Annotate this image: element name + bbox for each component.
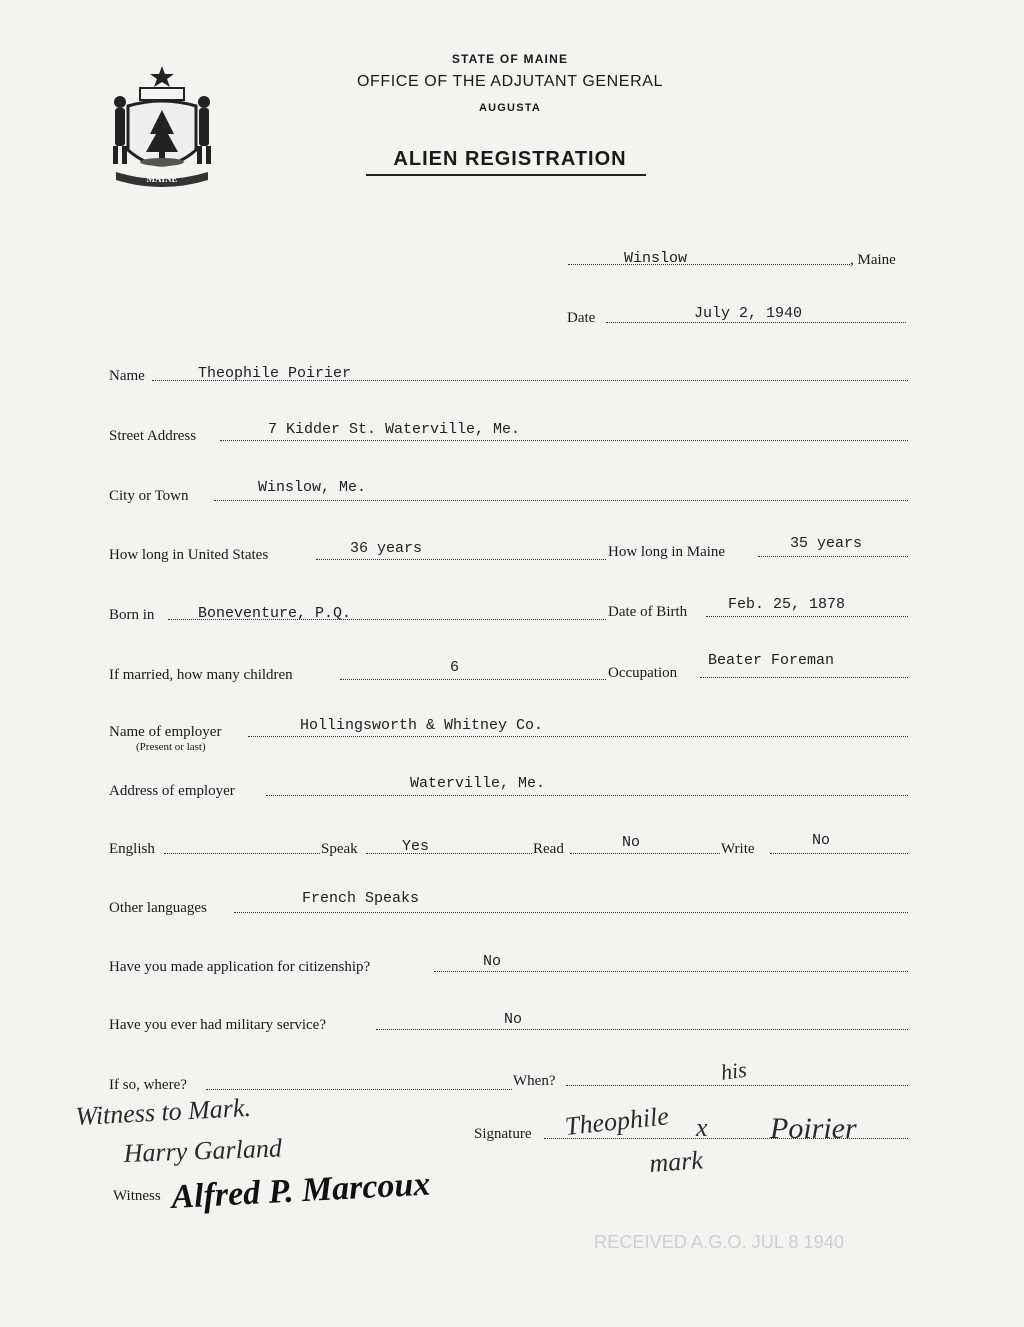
date-field-line [606,322,906,323]
city-value: Winslow, Me. [258,479,367,496]
seal-banner-text: MAINE [146,174,178,184]
how-long-us-label: How long in United States [109,547,269,563]
english-label: English [109,841,155,857]
signature-field-line [544,1138,908,1139]
city-label: City or Town [109,488,189,504]
employer-address-field-line [266,795,908,796]
signature-x-mark: x [696,1113,708,1142]
witness-note-text: Witness to Mark. [74,1092,252,1131]
when-label: When? [513,1073,556,1089]
signature-first-name-text: Theophile [563,1101,671,1141]
header-office: OFFICE OF THE ADJUTANT GENERAL [356,73,664,90]
employer-address-label: Address of employer [109,783,235,799]
how-long-maine-label: How long in Maine [608,544,726,560]
read-value: No [622,834,641,851]
title-underline [366,174,646,176]
name-value: Theophile Poirier [198,365,352,382]
children-value: 6 [450,659,460,676]
military-label: Have you ever had military service? [109,1017,326,1033]
speak-value: Yes [402,838,430,855]
citizenship-field-line [434,971,908,972]
military-value: No [504,1011,523,1028]
date-label: Date [567,310,596,326]
children-field-line [340,679,606,680]
where-field-line [206,1089,512,1090]
signature-his-text: his [719,1056,749,1085]
where-label: If so, where? [109,1077,187,1093]
employer-address-value: Waterville, Me. [410,775,546,792]
received-stamp [590,1220,850,1260]
when-field-line [566,1085,908,1086]
how-long-us-value: 36 years [350,540,423,557]
town-field-line [568,264,850,265]
street-field-line [220,440,908,441]
dob-field-line [706,616,908,617]
signature-label: Signature [474,1126,532,1142]
speak-field-line [366,853,532,854]
how-long-maine-value: 35 years [790,535,863,552]
city-field-line [214,500,908,501]
citizenship-label: Have you made application for citizenship? [109,959,371,975]
signature-last-name-text: Poirier [770,1112,857,1145]
employer-field-line [248,736,908,737]
english-field-line [164,853,320,854]
other-languages-label: Other languages [109,900,207,916]
born-in-value: Boneventure, P.Q. [198,605,352,622]
date-value: July 2, 1940 [694,305,803,322]
born-in-label: Born in [109,607,155,623]
signature-mark-text: mark [648,1145,704,1178]
write-label: Write [721,841,755,857]
town-value: Winslow [624,250,688,267]
received-stamp-text: RECEIVED A.G.O. JUL 8 1940 [594,1232,844,1252]
page-title: ALIEN REGISTRATION [393,148,627,170]
witness-label: Witness [113,1188,161,1204]
read-field-line [570,853,720,854]
dob-label: Date of Birth [608,604,688,620]
how-long-maine-field-line [758,556,908,557]
employer-value: Hollingsworth & Whitney Co. [300,717,544,734]
occupation-value: Beater Foreman [708,652,835,669]
citizenship-value: No [483,953,502,970]
speak-label: Speak [321,841,358,857]
read-label: Read [533,841,564,857]
occupation-label: Occupation [608,665,678,681]
other-languages-value: French Speaks [302,890,420,907]
dob-value: Feb. 25, 1878 [728,596,846,613]
street-label: Street Address [109,428,197,444]
how-long-us-field-line [316,559,606,560]
children-label: If married, how many children [109,667,293,683]
employer-sub-label: (Present or last) [136,741,206,753]
other-languages-field-line [234,912,908,913]
witness-signature-text: Alfred P. Marcoux [170,1165,432,1216]
maine-suffix-label: , Maine [850,252,896,268]
occupation-field-line [700,677,908,678]
write-field-line [770,853,908,854]
employer-label: Name of employer [109,724,222,740]
header-state: STATE OF MAINE [451,52,569,66]
write-value: No [812,832,831,849]
maine-seal-icon [108,62,216,188]
header-city: AUGUSTA [479,102,541,114]
street-value: 7 Kidder St. Waterville, Me. [268,421,521,438]
name-label: Name [109,368,145,384]
military-field-line [376,1029,908,1030]
witness-name-1-text: Harry Garland [123,1133,283,1168]
